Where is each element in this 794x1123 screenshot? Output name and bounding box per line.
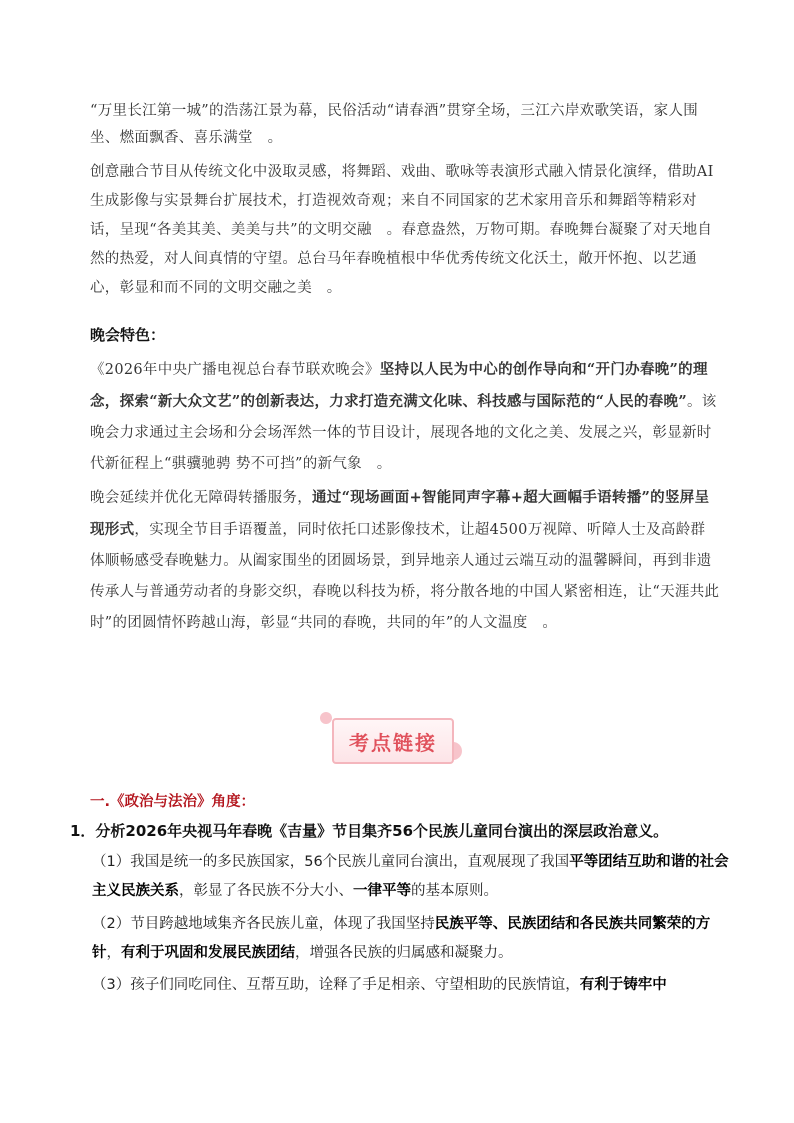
answer-1	[92, 848, 732, 906]
section-badge-wrap	[318, 712, 468, 768]
emphasis-text: 坚持以人民为中心的创作导向和“开门办春晚”的理念，探索“新大众文艺”的创新表达，力求打造充满文化味、科技感与国际范的“人民的春晚”	[90, 361, 708, 410]
feature-paragraph-1	[90, 354, 720, 480]
body-text: 的基本原则。	[411, 883, 498, 899]
emphasis-text: 有利于巩固和发展民族团结	[121, 945, 295, 961]
heart-decoration-icon	[320, 712, 332, 724]
features-heading: 晚会特色：	[90, 326, 166, 344]
body-text: 晚会延续并优化无障碍转播服务，	[90, 490, 312, 506]
body-text: ，实现全节目手语覆盖，同时依托口述影像技术，让超4500万视障、听障人士及高龄群体顺畅感受春晚魅力。从阖家围坐的团圆场景，到异地亲人通过云端互动的温馨瞬间，再到非遗传承人与普通劳动者的身影交织，春晚以科技为桥，将分散各地的中国人紧密相连，让“天涯共此时”的团圆情怀跨越山海，彰显“共同的春晚，共同的年”的人文温度 。	[90, 522, 720, 631]
emphasis-text: 民族平等、民族团结和各民族共同繁荣的方针	[92, 916, 711, 961]
body-text: （1）我国是统一的多民族国家，56个民族儿童同台演出，直观展现了我国	[92, 854, 570, 870]
intro-paragraph-2: 创意融合节目从传统文化中汲取灵感，将舞蹈、戏曲、歌咏等表演形式融入情景化演绎，借助AI生成影像与实景舞台扩展技术，打造视效奇观；来自不同国家的艺术家用音乐和舞蹈等精彩对话，呈现“各美其美、美美与共”的文明交融 。春意盎然，万物可期。春晚舞台凝聚了对天地自然的热爱，对人间真情的守望。总台马年春晚植根中华优秀传统文化沃土，敞开怀抱、以艺通心，彰显和而不同的文明交融之美 。	[90, 164, 714, 296]
body-text: （2）节目跨越地域集齐各民族儿童，体现了我国坚持	[92, 916, 435, 932]
body-text: 。该晚会力求通过主会场和分会场浑然一体的节目设计，展现各地的文化之美、发展之兴，彰显新时代新征程上“骐骥驰骋 势不可挡”的新气象 。	[90, 394, 717, 472]
emphasis-text: 平等团结互助和谐的社会主义民族关系	[92, 854, 729, 899]
emphasis-text: 一律平等	[353, 883, 411, 899]
question-1: 1．分析2026年央视马年春晚《吉量》节目集齐56个民族儿童同台演出的深层政治意义。	[70, 822, 669, 840]
body-text: （3）孩子们同吃同住、互帮互助，诠释了手足相亲、守望相助的民族情谊，	[92, 977, 580, 993]
emphasis-text: 通过“现场画面+智能同声字幕+超大画幅手语转播”的竖屏呈现形式	[90, 489, 710, 538]
feature-paragraph-2	[90, 482, 720, 639]
intro-paragraph-1: “万里长江第一城”的浩荡江景为幕，民俗活动“请春酒”贯穿全场，三江六岸欢歌笑语，家人围坐、燃面飘香、喜乐满堂 。	[90, 103, 699, 146]
section-badge: 考点链接	[332, 718, 454, 764]
body-text: ，彰显了各民族不分大小、	[179, 883, 353, 899]
body-text: ，	[106, 945, 121, 961]
answer-2	[92, 910, 732, 968]
emphasis-text: 有利于铸牢中	[579, 977, 667, 993]
body-text: ，增强各民族的归属感和凝聚力。	[295, 945, 513, 961]
body-text: 《2026年中央广播电视总台春节联欢晚会》	[90, 362, 380, 378]
answer-3	[92, 971, 732, 1000]
section1-title: 一.《政治与法治》角度：	[90, 794, 256, 810]
